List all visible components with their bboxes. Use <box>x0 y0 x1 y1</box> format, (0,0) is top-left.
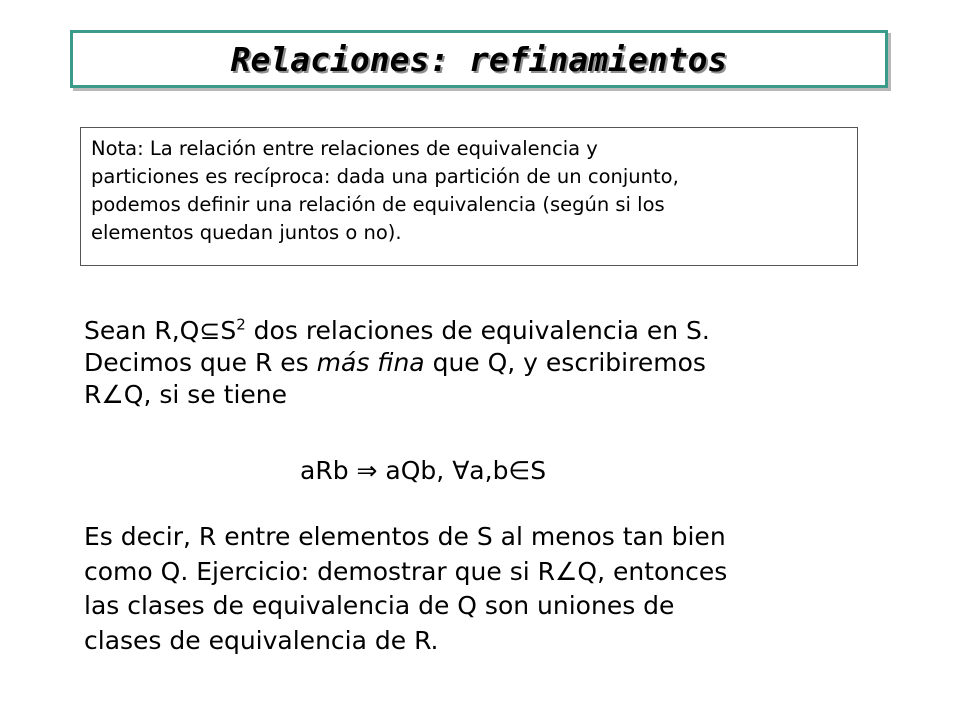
subset-symbol: ⊆ <box>199 316 221 345</box>
formula-vars: a,b <box>469 456 509 485</box>
formula-rhs: aQb, <box>377 456 453 485</box>
emphasis-text: más fina <box>316 348 425 377</box>
exercise-text-1: Es decir, R entre elementos de S al menos tan bien como Q. Ejercicio: demostrar que si R <box>84 522 726 586</box>
def-text-5: Q, si se tiene <box>123 380 287 409</box>
exponent: 2 <box>236 315 246 334</box>
definition-paragraph <box>84 315 884 411</box>
def-text-4: que Q, y escribiremos R <box>84 348 706 409</box>
forall-symbol: ∀ <box>452 456 470 485</box>
def-text-1: Sean R,Q <box>84 316 200 345</box>
formula-set: S <box>530 456 547 485</box>
title-box <box>70 30 888 88</box>
angle-symbol: ∠ <box>101 380 124 409</box>
slide-title: Relaciones: refinamientos <box>230 39 728 79</box>
implication-formula <box>300 455 546 487</box>
angle-symbol: ∠ <box>554 556 578 586</box>
exercise-text-2: Q, entonces las clases de equivalencia de Q son uniones de clases de equivalencia de R. <box>84 556 728 655</box>
implies-symbol: ⇒ <box>356 456 378 485</box>
def-text-3: dos relaciones de equivalencia en S. Decimos que R es <box>84 316 710 377</box>
exercise-paragraph <box>84 520 884 658</box>
note-box: Nota: La relación entre relaciones de equivalencia y particiones es recíproca: dada una partición de un conjunto, podemos definir una relación de equivalencia (según si los elementos quedan juntos o no). <box>80 127 858 266</box>
element-of-symbol: ∈ <box>508 456 531 485</box>
def-text-2: S <box>220 316 237 345</box>
formula-lhs: aRb <box>300 456 357 485</box>
